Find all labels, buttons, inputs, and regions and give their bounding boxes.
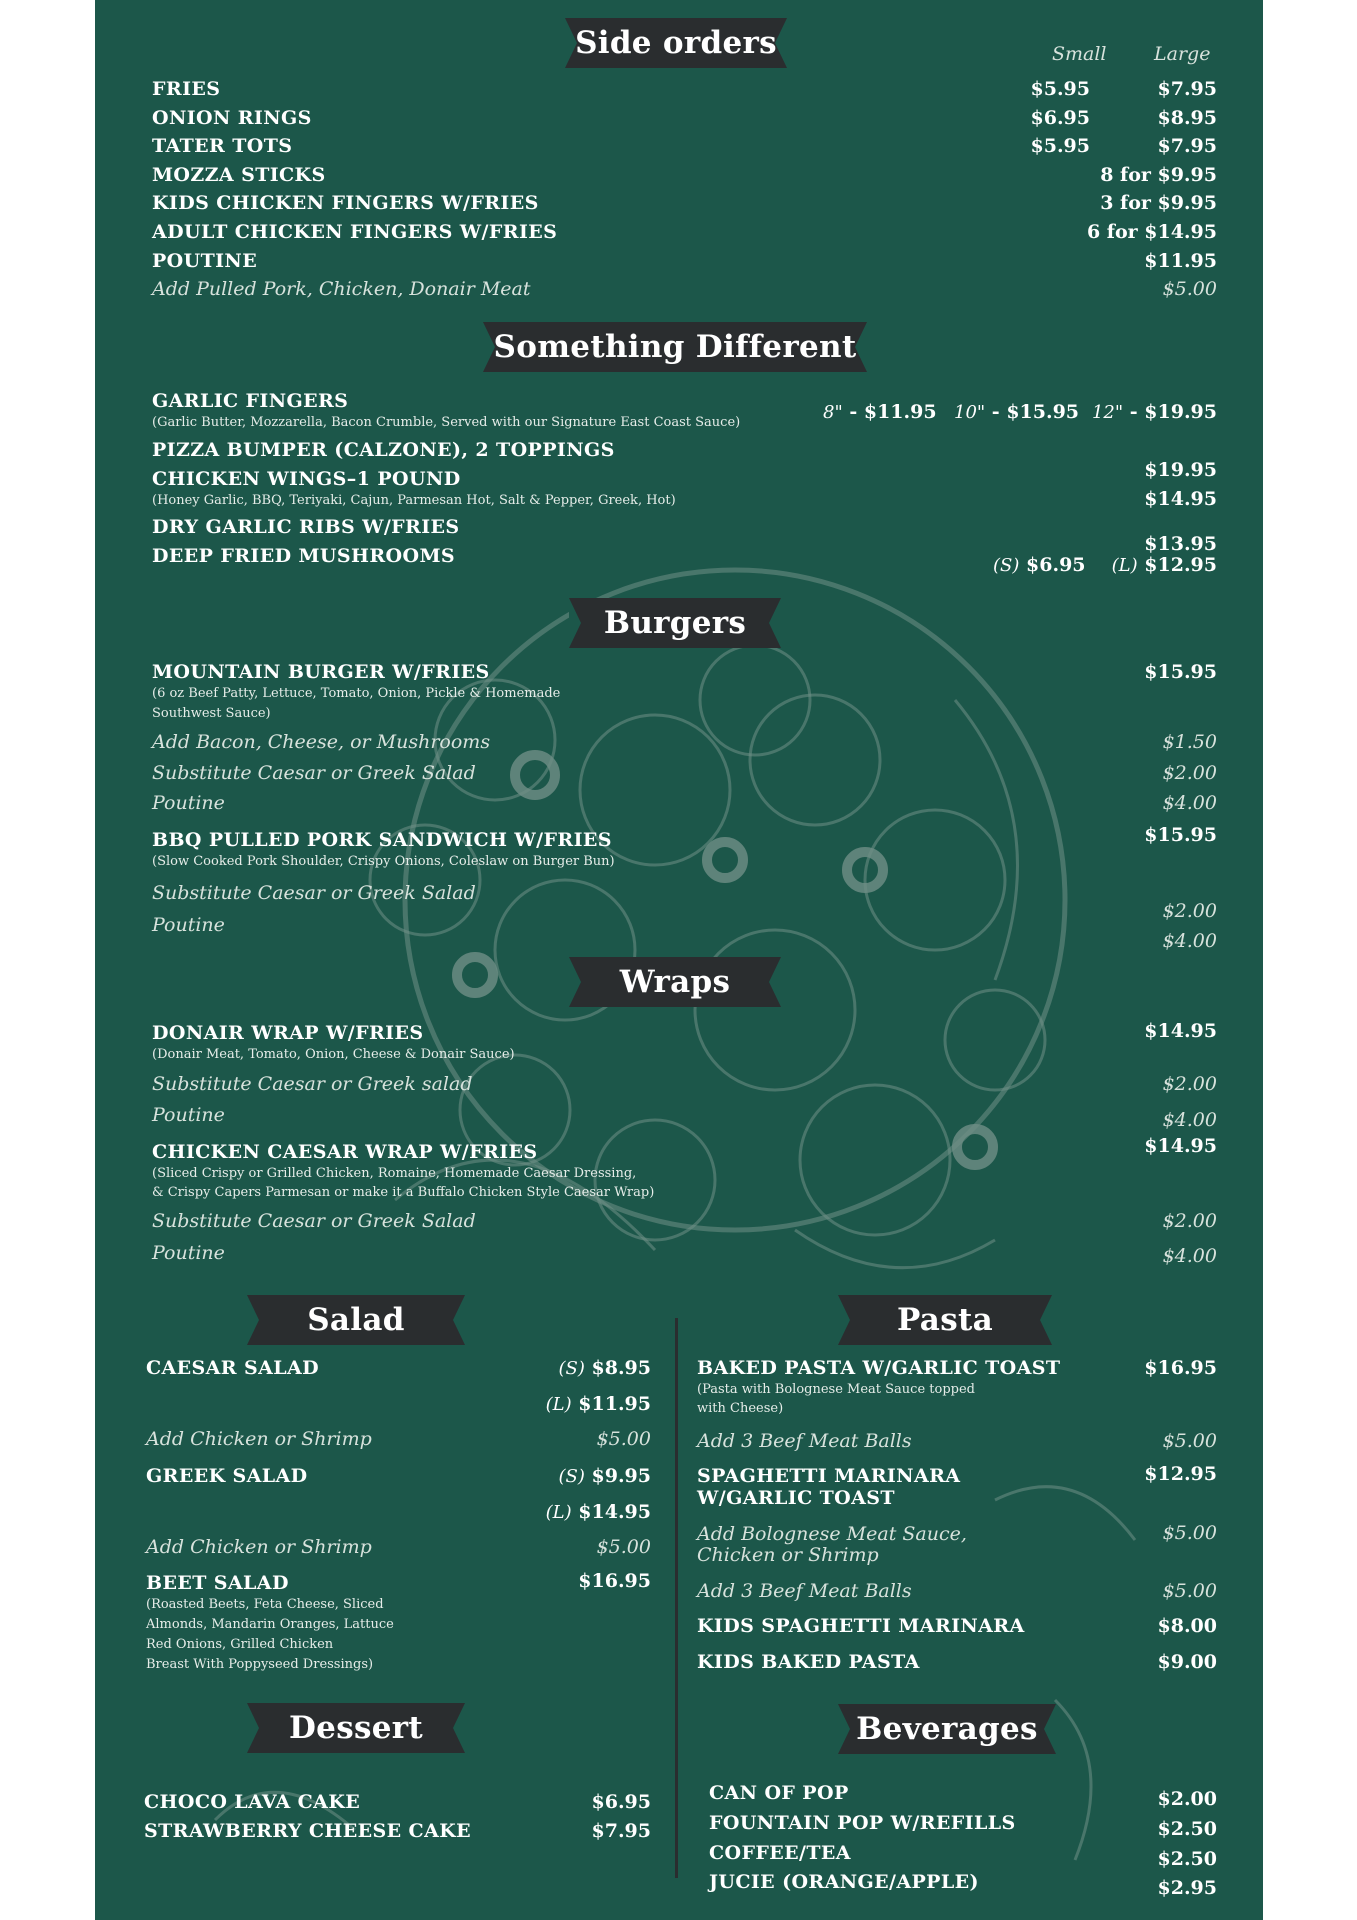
menu-item-price-large: $7.95 [1157,78,1217,100]
section-banner-pasta: Pasta [838,1295,1052,1345]
menu-item-price: $2.00 [1157,1788,1217,1810]
menu-addon-price: $4.00 [1162,1109,1217,1131]
garlic-fingers-price-12: 12" - $19.95 [1091,401,1217,423]
size-label: (L) [545,1394,572,1415]
size-label: 8" [823,402,843,423]
menu-item-description: (Garlic Butter, Mozzarella, Bacon Crumble, Served with our Signature East Coast Sauce) [152,415,741,430]
menu-addon: Add Bolognese Meat Sauce, [697,1523,967,1545]
mushrooms-price-small [993,556,1086,575]
menu-item-name: KIDS SPAGHETTI MARINARA [697,1615,1025,1637]
menu-item-description: (6 oz Beef Patty, Lettuce, Tomato, Onion, Pickle & Homemade [152,686,561,701]
menu-item-name: BAKED PASTA W/GARLIC TOAST [697,1357,1061,1379]
menu-item-price: $13.95 [1144,533,1217,555]
menu-item-name: CAESAR SALAD [146,1357,320,1379]
section-banner-burgers: Burgers [569,598,781,648]
menu-item-price: $19.95 [1144,459,1217,481]
garlic-fingers-price-8: 8" - $11.95 [823,401,937,423]
menu-item-description: Breast With Poppyseed Dressings) [146,1657,374,1672]
size-label: 10" [954,402,986,423]
size-label: (S) [558,1358,585,1379]
menu-item-name: CAN OF POP [709,1782,849,1804]
size-label: (S) [558,1466,585,1487]
menu-item-name: MOUNTAIN BURGER W/FRIES [152,661,490,683]
menu-addon: Poutine [152,914,225,936]
menu-addon: Add Pulled Pork, Chicken, Donair Meat [152,278,531,300]
menu-addon: Add Chicken or Shrimp [146,1428,372,1450]
menu-addon-price: $5.00 [1162,1580,1217,1602]
menu-item-name: GREEK SALAD [146,1465,308,1487]
menu-item-name: DONAIR WRAP W/FRIES [152,1022,424,1044]
menu-item-description: with Cheese) [697,1401,784,1416]
menu-addon: Add 3 Beef Meat Balls [697,1580,912,1602]
menu-addon: Add Bacon, Cheese, or Mushrooms [152,731,491,753]
greek-salad-price-large [546,1503,651,1522]
menu-item-price: 3 for $9.95 [1100,192,1217,214]
menu-item-price-small: $5.95 [1030,78,1090,100]
menu-item-name: W/GARLIC TOAST [697,1487,895,1509]
menu-item-name: FRIES [152,78,221,100]
menu-item-price: $2.50 [1157,1848,1217,1870]
size-label: (L) [1111,555,1138,576]
menu-item-name: SPAGHETTI MARINARA [697,1465,961,1487]
size-label: (S) [993,555,1020,576]
menu-addon: Add Chicken or Shrimp [146,1536,372,1558]
menu-addon: Poutine [152,1242,225,1264]
section-banner-dessert: Dessert [247,1703,465,1753]
caesar-salad-price-small [558,1359,651,1378]
column-header-large: Large [1154,43,1211,65]
menu-addon-price: $1.50 [1162,731,1217,753]
menu-item-price: $6.95 [591,1791,651,1813]
section-banner-wraps: Wraps [569,957,781,1007]
section-banner-salad: Salad [247,1295,465,1345]
menu-item-name: ONION RINGS [152,107,312,129]
menu-addon-price: $2.00 [1162,1073,1217,1095]
garlic-fingers-price-10: 10" - $15.95 [954,401,1080,423]
menu-item-price: $14.95 [1144,1020,1217,1042]
menu-addon: Substitute Caesar or Greek salad [152,1073,473,1095]
menu-addon-price: $4.00 [1162,930,1217,952]
menu-item-name: ADULT CHICKEN FINGERS W/FRIES [152,221,558,243]
menu-addon-price: $2.00 [1162,1210,1217,1232]
menu-item-price: $14.95 [1144,1135,1217,1157]
menu-item-price-small: $6.95 [1030,107,1090,129]
menu-addon-price: $5.00 [596,1536,651,1558]
menu-item-name: CHOCO LAVA CAKE [144,1791,361,1813]
menu-item-price: $2.95 [1157,1877,1217,1899]
price: $12.95 [1144,554,1217,576]
menu-item-name: TATER TOTS [152,135,293,157]
menu-item-name: KIDS CHICKEN FINGERS W/FRIES [152,192,539,214]
price: $19.95 [1144,401,1217,423]
menu-item-price: $12.95 [1144,1463,1217,1485]
menu-item-name: CHICKEN WINGS–1 POUND [152,468,461,490]
menu-item-name: MOZZA STICKS [152,164,326,186]
menu-addon: Substitute Caesar or Greek Salad [152,882,476,904]
menu-item-description: (Slow Cooked Pork Shoulder, Crispy Onions, Coleslaw on Burger Bun) [152,854,615,869]
menu-item-price: $16.95 [1144,1357,1217,1379]
menu-addon: Chicken or Shrimp [697,1544,879,1566]
size-label: (L) [545,1502,572,1523]
menu-addon-price: $5.00 [1162,278,1217,300]
menu-item-price-small: $5.95 [1030,135,1090,157]
menu-item-name: DRY GARLIC RIBS W/FRIES [152,516,460,538]
size-label: 12" [1091,402,1124,423]
menu-item-price: $11.95 [1144,250,1217,272]
menu-item-description: & Crispy Capers Parmesan or make it a Buffalo Chicken Style Caesar Wrap) [152,1185,655,1200]
menu-addon-price: $4.00 [1162,792,1217,814]
menu-addon-price: $2.00 [1162,900,1217,922]
menu-addon: Poutine [152,792,225,814]
menu-item-name: CHICKEN CAESAR WRAP W/FRIES [152,1141,538,1163]
menu-item-name: PIZZA BUMPER (CALZONE), 2 TOPPINGS [152,439,615,461]
menu-item-price: 6 for $14.95 [1086,221,1217,243]
price: $15.95 [1006,401,1080,423]
menu-item-description: (Honey Garlic, BBQ, Teriyaki, Cajun, Parmesan Hot, Salt & Pepper, Greek, Hot) [152,493,676,508]
menu-item-price: $15.95 [1144,824,1217,846]
menu-addon: Substitute Caesar or Greek Salad [152,762,476,784]
menu-item-price: $8.00 [1157,1615,1217,1637]
menu-board [95,0,1263,1920]
menu-item-name: COFFEE/TEA [709,1842,851,1864]
menu-addon-price: $5.00 [596,1428,651,1450]
menu-item-name: BBQ PULLED PORK SANDWICH W/FRIES [152,829,612,851]
menu-item-name: POUTINE [152,250,258,272]
menu-item-price-large: $8.95 [1157,107,1217,129]
section-banner-beverages: Beverages [838,1704,1056,1754]
greek-salad-price-small [558,1467,651,1486]
menu-item-name: GARLIC FINGERS [152,390,349,412]
menu-item-price: $15.95 [1144,661,1217,683]
price: $11.95 [578,1393,651,1415]
menu-item-description: Southwest Sauce) [152,706,271,721]
menu-addon-price: $5.00 [1162,1522,1217,1544]
menu-item-description: (Sliced Crispy or Grilled Chicken, Romaine, Homemade Caesar Dressing, [152,1166,637,1181]
price: $8.95 [591,1357,651,1379]
menu-item-name: JUCIE (ORANGE/APPLE) [709,1871,979,1893]
menu-item-name: FOUNTAIN POP W/REFILLS [709,1812,1016,1834]
menu-item-name: BEET SALAD [146,1572,289,1594]
menu-addon: Poutine [152,1104,225,1126]
caesar-salad-price-large [546,1395,651,1414]
menu-item-price: $9.00 [1157,1651,1217,1673]
menu-item-price: 8 for $9.95 [1100,164,1217,186]
menu-item-price-large: $7.95 [1157,135,1217,157]
price: $9.95 [591,1465,651,1487]
mushrooms-price-large [1112,556,1217,575]
price: $14.95 [578,1501,651,1523]
section-banner-side-orders: Side orders [565,18,787,68]
menu-item-description: (Roasted Beets, Feta Cheese, Sliced [146,1597,384,1612]
section-banner-something-different: Something Different [483,322,867,372]
column-divider [675,1318,678,1878]
price: $6.95 [1026,554,1086,576]
menu-item-price: $16.95 [578,1570,651,1592]
menu-addon-price: $2.00 [1162,762,1217,784]
menu-item-description: Red Onions, Grilled Chicken [146,1637,334,1652]
menu-item-price: $7.95 [591,1820,651,1842]
menu-item-price: $14.95 [1144,488,1217,510]
price: $11.95 [863,401,937,423]
menu-addon-price: $5.00 [1162,1430,1217,1452]
menu-item-name: STRAWBERRY CHEESE CAKE [144,1820,472,1842]
menu-item-description: (Pasta with Bolognese Meat Sauce topped [697,1382,975,1397]
menu-item-price: $2.50 [1157,1818,1217,1840]
menu-item-name: KIDS BAKED PASTA [697,1651,920,1673]
menu-item-description: (Donair Meat, Tomato, Onion, Cheese & Donair Sauce) [152,1047,515,1062]
column-header-small: Small [1052,43,1107,65]
menu-item-name: DEEP FRIED MUSHROOMS [152,545,456,567]
menu-addon: Add 3 Beef Meat Balls [697,1430,912,1452]
menu-addon-price: $4.00 [1162,1245,1217,1267]
menu-item-description: Almonds, Mandarin Oranges, Lattuce [146,1617,394,1632]
menu-addon: Substitute Caesar or Greek Salad [152,1210,476,1232]
